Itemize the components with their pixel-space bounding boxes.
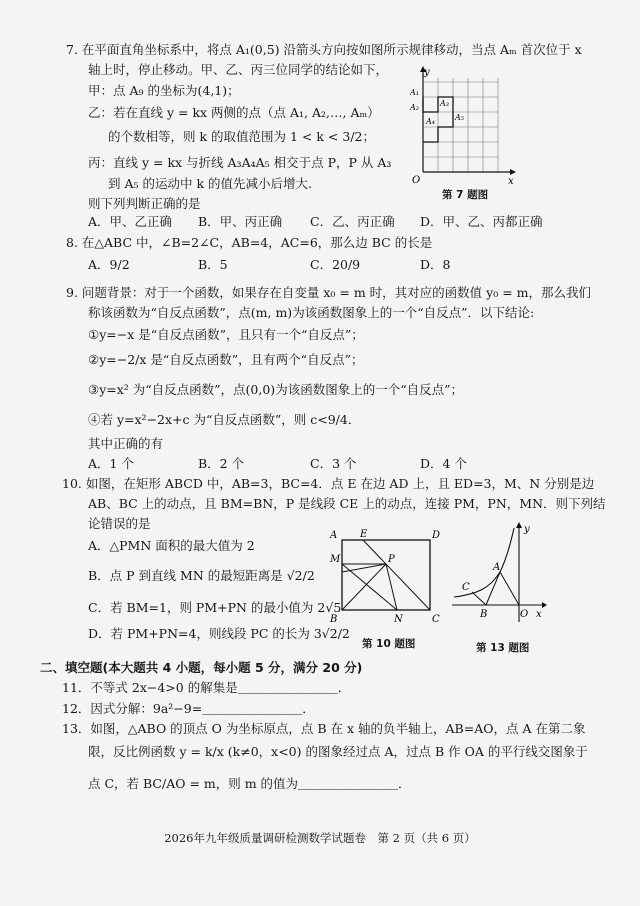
q9-option-c: C．3 个 [310,456,357,471]
q7-line-6: 丙：直线 y = kx 与折线 A₃A₄A₅ 相交于点 P，P 从 A₃ [88,155,392,170]
q13-label-o: O [520,609,529,620]
q7-label-x: x [508,176,514,186]
q7-line-3: 甲：点 A₉ 的坐标为(4,1)； [88,83,240,98]
q10-option-b: B．点 P 到直线 MN 的最短距离是 √2/2 [88,568,315,583]
q13-figure [448,520,548,624]
q10-segment-pn [386,564,397,610]
q13-segment-bc [472,592,486,605]
q7-label-a3: A₃ [440,99,449,108]
q7-line-2: 轴上时，停止移动。甲、乙、丙三位同学的结论如下， [88,62,389,77]
section-2-heading: 二、填空题(本大题共 4 小题，每小题 5 分，满分 20 分) [40,660,363,675]
q9-line-3: 其中正确的有 [88,436,164,451]
q10-figure-caption: 第 10 题图 [362,638,416,650]
q13-figure-caption: 第 13 题图 [476,642,530,654]
q10-label-a: A [330,530,338,541]
q8-option-a: A．9/2 [88,257,130,272]
q7-label-o: O [412,175,421,186]
q9-statement-1: ①y=−x 是“自反点函数”，且只有一个“自反点”； [88,327,364,342]
q13-label-c: C [462,582,470,593]
q13-segment-ab [486,572,500,605]
q8-option-d: D．8 [420,257,451,272]
q11-line: 11．不等式 2x−4>0 的解集是＿＿＿＿＿＿＿＿． [62,680,351,695]
q8-option-c: C．20/9 [310,257,361,272]
q7-figure-caption: 第 7 题图 [442,189,489,201]
q13-label-x: x [536,609,542,620]
q7-label-a1: A₁ [410,88,419,97]
q10-line-3: 论错误的是 [88,516,151,531]
q9-statement-3: ③y=x² 为“自反点函数”，点(0,0)为该函数图象上的一个“自反点”； [88,382,463,397]
q13-line-3: 点 C，若 BC/AO = m，则 m 的值为＿＿＿＿＿＿＿＿． [88,776,411,791]
q7-option-d: D．甲、乙、丙都正确 [420,214,543,229]
q10-figure [326,526,446,630]
q7-line-8: 则下列判断正确的是 [88,196,201,211]
q7-label-a5: A₅ [455,113,464,122]
q7-figure [410,64,520,186]
q9-statement-4: ④若 y=x²−2x+c 为“自反点函数”，则 c<9/4． [88,412,361,427]
q10-option-a: A．△PMN 面积的最大值为 2 [88,538,255,553]
q10-option-d: D．若 PM+PN=4，则线段 PC 的长为 3√2/2 [88,626,350,641]
q10-line-1: 10. 如图，在矩形 ABCD 中，AB=3，BC=4．点 E 在边 AD 上，且 ED=3，M、N 分别是边 [62,476,595,491]
q7-option-a: A．甲、乙正确 [88,214,173,229]
q10-label-d: D [432,530,441,541]
page-footer: 2026年九年级质量调研检测数学试题卷 第 2 页（共 6 页） [164,831,476,845]
q10-label-p: P [388,554,395,565]
q8-line-1: 8. 在△ABC 中，∠B=2∠C，AB=4，AC=6，那么边 BC 的长是 [66,235,433,250]
q13-segment-ao [500,572,519,605]
q8-option-b: B．5 [198,257,228,272]
q13-label-a: A [493,562,501,573]
q9-option-d: D．4 个 [420,456,467,471]
q10-label-e: E [360,529,368,540]
q9-option-b: B．2 个 [198,456,245,471]
q13-line-2: 限，反比例函数 y = k/x (k≠0，x<0) 的图象经过点 A，过点 B 作 OA 的平行线交图象于 [88,744,588,759]
q9-option-a: A．1 个 [88,456,134,471]
q13-label-y: y [524,524,530,535]
q9-line-1: 9. 问题背景：对于一个函数，如果存在自变量 x₀ = m 时，其对应的函数值 y₀ = m，那么我们 [66,285,592,300]
q9-line-2: 称该函数为“自反点函数”，点(m, m)为该函数图象上的一个“自反点”．以下结论: [88,305,535,320]
q7-line-5: 的个数相等，则 k 的取值范围为 1 < k < 3/2； [108,129,375,144]
q9-statement-2: ②y=−2/x 是“自反点函数”，且有两个“自反点”； [88,352,364,367]
q10-segment-ce [363,540,430,610]
q10-label-c: C [432,614,440,625]
q10-option-c: C．若 BM=1，则 PM+PN 的最小值为 2√5 [88,600,342,615]
q7-line-7: 到 A₅ 的运动中 k 的值先减小后增大. [108,176,312,191]
q10-label-m: M [330,554,341,565]
q10-label-n: N [394,614,403,625]
q7-option-b: B．甲、丙正确 [198,214,283,229]
q7-label-y: y [424,67,430,78]
q7-label-a2: A₂ [410,103,419,112]
q7-line-4: 乙：若在直线 y = kx 两侧的点（点 A₁, A₂,…, Aₘ） [88,105,380,120]
q10-line-2: AB、BC 上的动点，且 BM=BN，P 是线段 CE 上的动点，连接 PM，PN，MN．则下列结 [88,496,606,511]
q7-label-a4: A₄ [426,117,435,126]
q12-line: 12．因式分解：9a²−9=＿＿＿＿＿＿＿＿． [62,701,315,716]
q13-label-b: B [480,609,488,620]
q7-option-c: C．乙、丙正确 [310,214,395,229]
q7-line-1: 7. 在平面直角坐标系中，将点 A₁(0,5) 沿箭头方向按如图所示规律移动，当点 Aₘ 首次位于 x [66,42,582,57]
q10-label-b: B [330,614,338,625]
q13-line-1: 13．如图，△ABO 的顶点 O 为坐标原点，点 B 在 x 轴的负半轴上，AB=AO，点 A 在第二象 [62,721,586,736]
